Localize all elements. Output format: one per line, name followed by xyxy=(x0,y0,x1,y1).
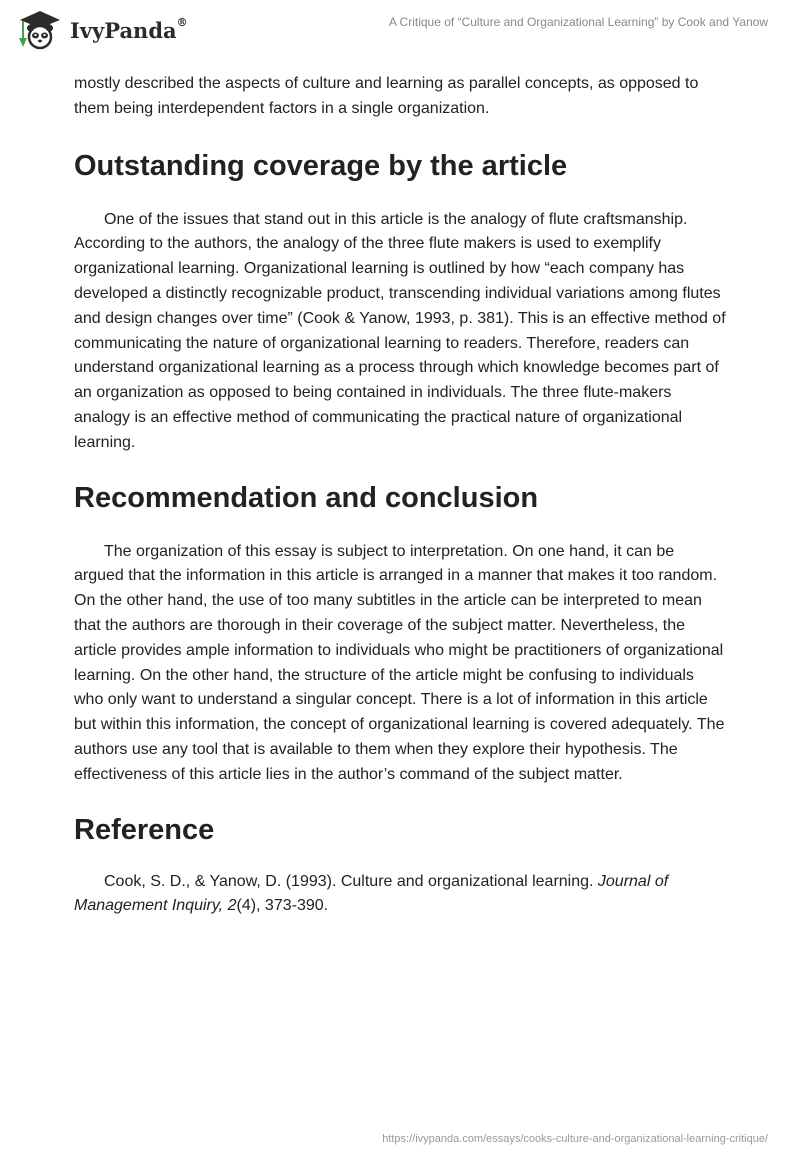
ivypanda-logo[interactable] xyxy=(16,8,188,50)
reference-issue-pages: (4), 373-390. xyxy=(236,897,329,915)
reference-volume: 2 xyxy=(227,897,237,915)
section-heading-recommendation: Recommendation and conclusion xyxy=(74,481,539,514)
document-title: A Critique of “Culture and Organizational Learning” by Cook and Yanow xyxy=(388,15,768,29)
section-heading-reference: Reference xyxy=(74,813,215,846)
section-heading-outstanding-coverage: Outstanding coverage by the article xyxy=(74,149,568,182)
source-url[interactable]: https://ivypanda.com/essays/cooks-culture-and-organizational-learning-critique/ xyxy=(382,1133,768,1145)
recommendation-paragraph: The organization of this essay is subject to interpretation. On one hand, it can be argued that the information in this article is arranged in a manner that makes it too random. On the other hand, the use of too many subtitles in the article can be interpreted to mean that the authors are thorough in their coverage of the subject matter. Nevertheless, the article provides ample information to individuals who might be practitioners of organizational learning. On the other hand, the structure of the article might be confusing to individuals who only want to understand a singular concept. There is a lot of information in this article but within this information, the concept of organizational learning is covered adequately. The authors use any tool that is available to them when they explore their hypothesis. The effectiveness of this article lies in the author’s command of the subject matter. xyxy=(74,542,725,783)
intro-paragraph: mostly described the aspects of culture and learning as parallel concepts, as opposed to them being interdependent factors in a single organization. xyxy=(74,75,699,117)
brand-name: IvyPanda® xyxy=(70,15,188,43)
reference-entry xyxy=(74,870,726,920)
outstanding-coverage-paragraph: One of the issues that stand out in this article is the analogy of flute craftsmanship. According to the authors, the analogy of the three flute makers is used to exemplify organizational learning. Organizational learning is outlined by how “each company has developed a distinctly recognizable product, transcending individual variations among flutes and design changes over time” (Cook & Yanow, 1993, p. 381). This is an effective method of communicating the nature of organizational learning to readers. Therefore, readers can understand organizational learning as a process through which knowledge becomes part of an organization as opposed to being contained in individuals. The three flute-makers analogy is an effective method of communicating the practical nature of organizational learning. xyxy=(74,210,726,451)
essay-content xyxy=(74,72,726,919)
panda-graduate-icon xyxy=(16,8,64,50)
page-header xyxy=(0,0,800,60)
reference-journal: Journal of Management Inquiry, xyxy=(74,872,669,915)
reference-citation: Cook, S. D., & Yanow, D. (1993). Culture and organizational learning. xyxy=(104,872,598,890)
registered-mark: ® xyxy=(176,15,188,29)
